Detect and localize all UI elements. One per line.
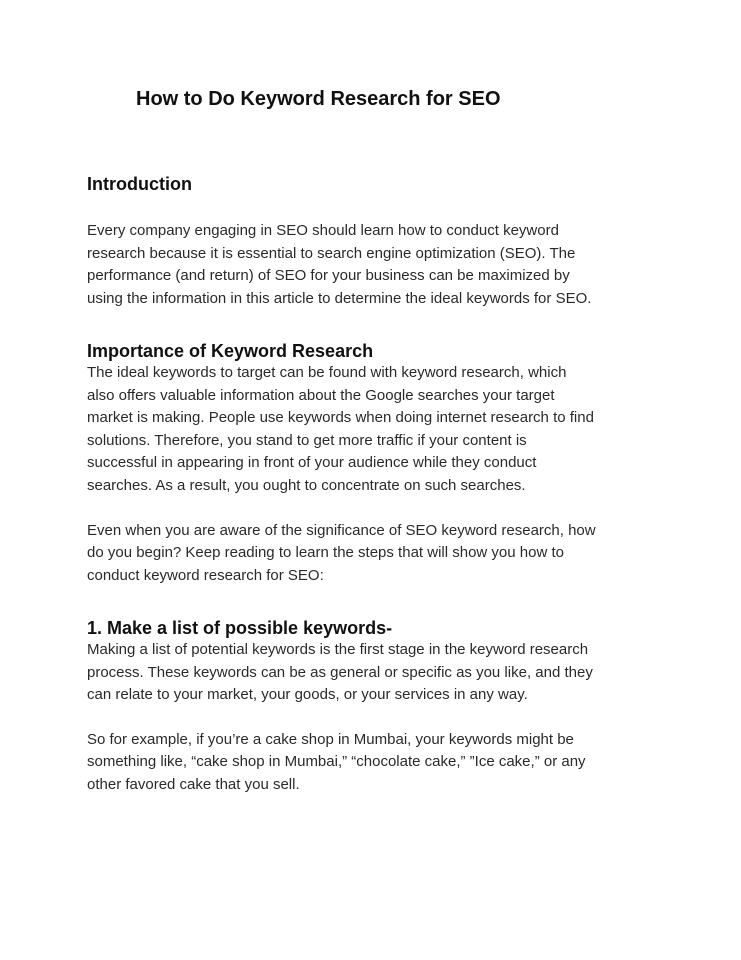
- text-line: can relate to your market, your goods, or your services in any way.: [87, 686, 528, 704]
- text-line: conduct keyword research for SEO:: [87, 566, 324, 584]
- section-heading: 1. Make a list of possible keywords-: [87, 618, 393, 638]
- text-line: solutions. Therefore, you stand to get more traffic if your content is: [87, 431, 527, 449]
- paragraph: [87, 639, 667, 707]
- section-heading: Importance of Keyword Research: [87, 341, 374, 361]
- paragraph: [87, 220, 667, 310]
- paragraph: [87, 729, 667, 797]
- text-line: Making a list of potential keywords is the first stage in the keyword research: [87, 641, 589, 658]
- text-line: other favored cake that you sell.: [87, 775, 300, 793]
- document-title: How to Do Keyword Research for SEO: [136, 88, 501, 110]
- text-line: something like, “cake shop in Mumbai,” “chocolate cake,” ”Ice cake,” or any: [87, 753, 586, 771]
- paragraph: [87, 520, 667, 588]
- section-step-1: [87, 617, 667, 797]
- section-importance: [87, 340, 667, 587]
- text-line: Even when you are aware of the significance of SEO keyword research, how: [87, 521, 596, 539]
- text-line: also offers valuable information about the Google searches your target: [87, 386, 555, 404]
- paragraph: [87, 362, 667, 498]
- text-line: using the information in this article to determine the ideal keywords for SEO.: [87, 289, 592, 307]
- text-line: So for example, if you’re a cake shop in Mumbai, your keywords might be: [87, 730, 574, 748]
- text-line: The ideal keywords to target can be found with keyword research, which: [87, 364, 567, 381]
- text-line: do you begin? Keep reading to learn the steps that will show you how to: [87, 544, 564, 562]
- text-line: performance (and return) of SEO for your business can be maximized by: [87, 267, 570, 285]
- text-line: Every company engaging in SEO should learn how to conduct keyword: [87, 222, 559, 239]
- text-line: process. These keywords can be as general or specific as you like, and they: [87, 663, 593, 681]
- text-line: successful in appearing in front of your audience while they conduct: [87, 454, 537, 472]
- section-introduction: [87, 173, 667, 310]
- text-line: searches. As a result, you ought to concentrate on such searches.: [87, 476, 526, 494]
- text-line: research because it is essential to search engine optimization (SEO). The: [87, 244, 576, 262]
- section-heading: Introduction: [87, 174, 192, 194]
- text-line: market is making. People use keywords when doing internet research to find: [87, 409, 594, 427]
